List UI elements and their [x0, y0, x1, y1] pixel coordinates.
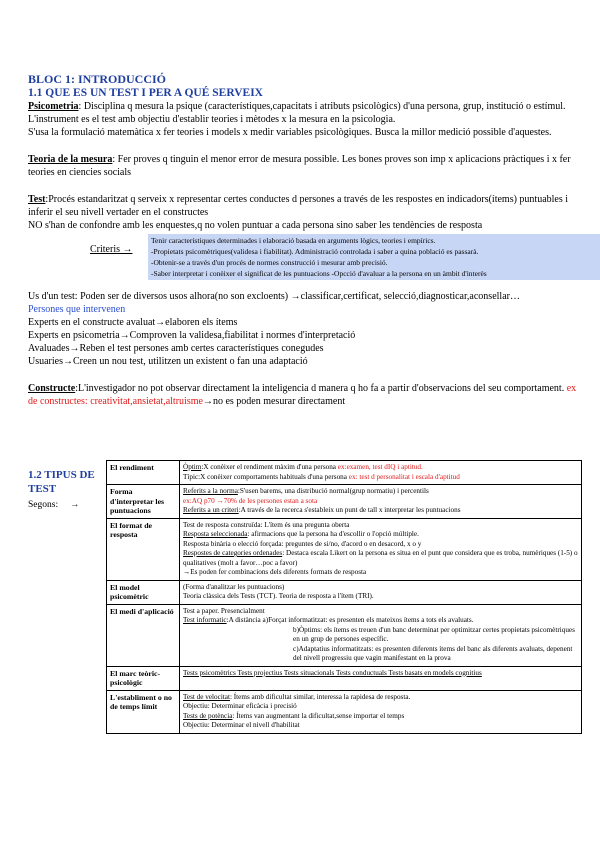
line-text: b)Òptims: els ítems es treuen d'un banc determinat per optimitzar certes propietats psicomètriques en un grup de persones específic. — [293, 625, 575, 643]
segons-label: Segons: → — [28, 500, 80, 510]
line-text: :A través de la recerca s'estableix un punt de tall x interpretar les puntuacions — [238, 506, 461, 514]
constructe-term: Constructe — [28, 383, 76, 394]
table-row — [107, 461, 582, 485]
criteris-label: Criteris → — [90, 244, 133, 255]
line-text: :A distància a)Forçat informatitzat: es presenten els mateixos ítems a tots els avaluats. — [226, 616, 474, 624]
constructe-paragraph — [28, 382, 584, 408]
persones-item: Avaluades→Reben el test persones amb certes característiques conegudes — [28, 343, 324, 354]
row-label: El rendiment — [107, 461, 180, 485]
row-line — [183, 521, 578, 531]
row-line — [183, 540, 578, 550]
row-label: Forma d'interpretar les puntuacions — [107, 485, 180, 519]
table-row — [107, 666, 582, 690]
row-label: El format de resposta — [107, 518, 180, 580]
example-text: ex:AQ p70 →70% de les persones estan a sota — [183, 496, 318, 505]
row-content — [180, 690, 582, 733]
line-text: Objectiu: Determinar el nivell d'habilitat — [183, 721, 300, 729]
row-line — [183, 607, 578, 617]
line-text: :S'usen barems, una distribució normal(grup normatiu) i percentils — [237, 487, 429, 495]
section-1-2 — [28, 460, 584, 840]
psicometria-text: : Disciplina q mesura la psique (característiques,capacitats i atributs psicològics) d'una persona, grup, institució o estímul. L'instrument es el test amb objectiu d'establir teories i mètodes x la mesura en la psicologia. — [28, 101, 566, 125]
row-line — [183, 549, 578, 568]
test-text: :Procés estandaritzat q serveix x representar certes conductes d persones a través de les respostes en indicadors(ítems) puntuables i inferir el seu nivell vertader en el constructes — [28, 194, 569, 218]
table-row — [107, 690, 582, 733]
psicometria-paragraph — [28, 100, 584, 126]
section-heading-1-1: 1.1 QUE ES UN TEST I PER A QUÉ SERVEIX — [28, 87, 263, 99]
criteris-block — [28, 234, 584, 290]
underlined-term: Referits a un criteri — [183, 506, 239, 514]
row-content — [180, 518, 582, 580]
row-line — [183, 463, 578, 473]
test-types-table — [106, 460, 582, 734]
row-label: El model psicomètric — [107, 580, 180, 604]
underlined-term: Resposta seleccionada — [183, 530, 248, 538]
row-content — [180, 604, 582, 666]
table-row — [107, 604, 582, 666]
criteris-line: -Propietats psicomètriques(validesa i fiabilitat). Administració controlada i saber a quina població es passarà. — [151, 247, 479, 256]
line-text: Teoria clàssica dels Tests (TCT). Teoria de resposta a l'ítem (TRI). — [183, 592, 374, 600]
criteris-line: -Obtenir-se a través d'un procés de normes construcció i mesurar amb precisió. — [151, 258, 388, 267]
persones-item: Experts en el constructe avaluat→elaboren els ítems — [28, 317, 238, 328]
underlined-term: Referits a la norma — [183, 487, 238, 495]
line-text: : Destaca escala Likert on la persona es situa en el punt que considera que es troba, numèriques (1-5) o qualitatives (molt a favor…poc a favor) — [183, 549, 578, 567]
table-row — [107, 580, 582, 604]
row-line — [183, 626, 578, 645]
test-term: Test — [28, 194, 46, 205]
row-line — [183, 712, 578, 722]
underlined-term: Respostes de categories ordenades — [183, 549, 283, 557]
row-line — [183, 583, 578, 593]
row-line — [183, 530, 578, 540]
underlined-term: Test de velocitat — [183, 692, 230, 701]
row-line — [183, 497, 578, 507]
row-label: El medi d'aplicació — [107, 604, 180, 666]
teoria-paragraph — [28, 153, 584, 179]
row-line — [183, 568, 578, 578]
test-paragraph-2: NO s'han de confondre amb les enquestes,q no volen puntuar a cada persona sino saber les tendències de resposta — [28, 220, 483, 231]
arrow-icon: → — [69, 500, 80, 510]
underlined-term: Òptim — [183, 463, 202, 471]
page-title: BLOC 1: INTRODUCCIÓ — [28, 72, 167, 86]
row-content — [180, 666, 582, 690]
line-text: : Ítems amb dificultat similar, interessa la rapidesa de resposta. — [230, 692, 411, 701]
psicometria-paragraph-2: S'usa la formulació matemàtica x fer teories i models x medir variables psicològiques. Busca la millor medició possible d'aquestes. — [28, 127, 552, 138]
constructe-text: :L'investigador no pot observar directament la inteligencia d manera q ho fa a partir d'observacions del seu comportament. — [75, 383, 565, 394]
table-row — [107, 485, 582, 519]
row-line — [183, 506, 578, 516]
test-paragraph — [28, 193, 584, 219]
row-label: L'establiment o no de temps límit — [107, 690, 180, 733]
criteris-highlight — [148, 234, 600, 280]
line-text: :X conèixer el rendiment màxim d'una persona — [201, 463, 338, 471]
row-line — [183, 645, 578, 664]
persones-heading: Persones que intervenen — [28, 304, 126, 315]
table-row — [107, 518, 582, 580]
constructe-text-2: →no es poden mesurar directament — [202, 396, 346, 407]
teoria-text: : Fer proves q tinguin el menor error de mesura possible. Les bones proves son imp x aplicacions pràctiques i x fer teories en ciencies socials — [28, 154, 571, 178]
row-content — [180, 485, 582, 519]
example-text: ex: test d personalitat i escala d'aptitud — [348, 472, 460, 481]
row-line — [183, 487, 578, 497]
line-text: Objectiu: Determinar eficàcia i precisió — [183, 702, 297, 710]
row-line — [183, 702, 578, 712]
section-1 — [28, 72, 584, 408]
persones-item: Experts en psicometria→Comproven la validesa,fiabilitat i normes d'interpretació — [28, 330, 356, 341]
teoria-term: Teoria de la mesura — [28, 154, 113, 165]
usos-paragraph: Us d'un test: Poden ser de diversos usos alhora(no son excloents) →classificar,certificat, selecció,diagnosticar,aconsellar… — [28, 291, 520, 302]
row-line — [183, 473, 578, 483]
criteris-line: -Saber interpretar i conèixer el significat de les puntuacions -Opcció d'avaluar a la persona en un àmbit d'interès — [151, 269, 487, 278]
arrow-icon: → — [122, 244, 133, 255]
underlined-term: Tests de potència — [183, 711, 233, 720]
row-line — [183, 616, 578, 626]
row-line — [183, 669, 578, 679]
section-heading-1-2: 1.2 TIPUS DE TEST — [28, 469, 95, 495]
line-text: Resposta binària o elecció forçada: preguntes de si/no, d'acord o en desacord, x o y — [183, 539, 422, 548]
example-text: ex:examen, test dIQ i aptitud. — [337, 463, 423, 471]
constructe-examples: ex de constructes: creativitat,ansietat,altruisme — [28, 383, 577, 407]
row-content — [180, 580, 582, 604]
line-text: (Forma d'analitzar les puntuacions) — [183, 582, 285, 591]
criteris-line: Tenir característiques determinades i elaboració basada en arguments lògics, teories i empírics. — [151, 236, 436, 245]
line-text: Típic:X conèixer comportaments habituals d'una persona — [183, 472, 349, 481]
underlined-term: Tests psicomètrics Tests projectius Tests situacionals Tests conductuals Tests basats en models cognitius — [183, 668, 482, 677]
line-text: →Es poden fer combinacions dels diferents formats de resposta — [183, 568, 367, 576]
row-line — [183, 693, 578, 703]
line-text: : afirmacions que la persona ha d'escollir o l'opció múltiple. — [247, 530, 419, 538]
underlined-term: Test informatic — [183, 616, 227, 624]
persones-item: Usuaries→Creen un nou test, utilitzen un existent o fan una adaptació — [28, 356, 308, 367]
line-text: Test de resposta construïda: L'ítem és una pregunta oberta — [183, 520, 350, 529]
line-text: Test a paper. Presencialment — [183, 606, 265, 615]
row-content — [180, 461, 582, 485]
psicometria-term: Psicometria — [28, 101, 79, 112]
row-label: El marc teòric-psicològic — [107, 666, 180, 690]
line-text: : Ítems van augmentant la dificultat,sense importar el temps — [232, 711, 405, 720]
line-text: c)Adaptatius informatitzats: es presenten diferents ítems del banc als diferents avaluats, depenent del nivell progressiu que vagin manifestant en la prova — [293, 644, 573, 662]
row-line — [183, 721, 578, 731]
row-line — [183, 592, 578, 602]
